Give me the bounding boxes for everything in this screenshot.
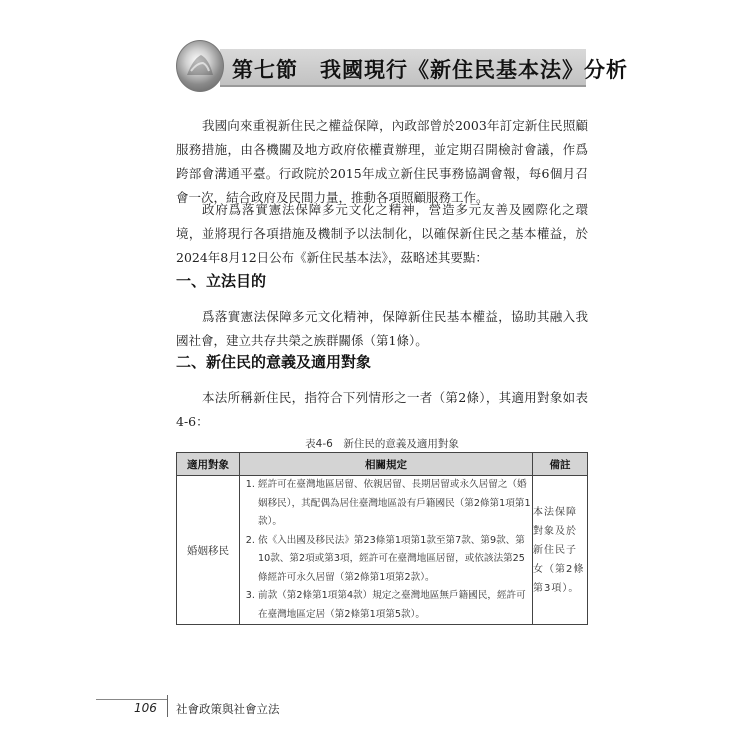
rule-item: 2. 依《入出國及移民法》第23條第1項第1款至第7款、第9款、第10款、第2項或第3項，經許可在臺灣地區居留，或依該法第25條經許可永久居留（第2條第1項第2款）。 <box>258 532 532 588</box>
page-number: 106 <box>134 701 157 715</box>
footer-divider <box>167 695 168 717</box>
table-header-note: 備註 <box>533 453 588 476</box>
heading-legislative-purpose: 一、立法目的 <box>176 272 267 290</box>
footer-rule <box>96 699 168 715</box>
table-caption: 表4-6 新住民的意義及適用對象 <box>305 438 459 450</box>
section-emblem-icon <box>176 40 224 92</box>
definition-paragraph: 本法所稱新住民，指符合下列情形之一者（第2條），其適用對象如表4-6： <box>176 389 588 429</box>
table-row <box>177 476 588 625</box>
table-header-rules: 相關規定 <box>240 453 533 476</box>
purpose-paragraph: 爲落實憲法保障多元文化精神，保障新住民基本權益，協助其融入我國社會，建立共存共榮之族群關係（第1條）。 <box>176 308 588 348</box>
table-header-row <box>177 453 588 476</box>
rule-item: 3. 前款（第2條第1項第4款）規定之臺灣地區無戶籍國民，經許可在臺灣地區定居（第2條第1項第5款）。 <box>258 587 532 624</box>
rules-list <box>240 476 532 624</box>
intro-paragraph-2: 政府爲落實憲法保障多元文化之精神，營造多元友善及國際化之環境，並將現行各項措施及機制予以法制化，以確保新住民之基本權益，於2024年8月12日公布《新住民基本法》，茲略述其要點： <box>176 201 588 265</box>
rule-item: 1. 經許可在臺灣地區居留、依親居留、長期居留或永久居留之（婚姻移民），其配偶為居住臺灣地區設有戶籍國民（第2條第1項第1款）。 <box>258 476 532 532</box>
table-header-target: 適用對象 <box>177 453 240 476</box>
book-title: 社會政策與社會立法 <box>176 702 280 716</box>
table-cell-note: 本法保障對象及於新住民子女（第2條第3項）。 <box>533 476 588 625</box>
section-title: 第七節 我國現行《新住民基本法》分析 <box>232 57 628 82</box>
intro-paragraph-1: 我國向來重視新住民之權益保障，內政部曾於2003年訂定新住民照顧服務措施，由各機關及地方政府依權責辦理，並定期召開檢討會議，作爲跨部會溝通平臺。行政院於2015年成立新住民事務協調會報，每6個月召會一次，結合政府及民間力量，推動各項照顧服務工作。 <box>176 117 588 205</box>
table-cell-target: 婚姻移民 <box>177 476 240 625</box>
table-cell-rules <box>240 476 533 625</box>
definition-table <box>176 452 588 625</box>
heading-definition-scope: 二、新住民的意義及適用對象 <box>176 353 372 371</box>
